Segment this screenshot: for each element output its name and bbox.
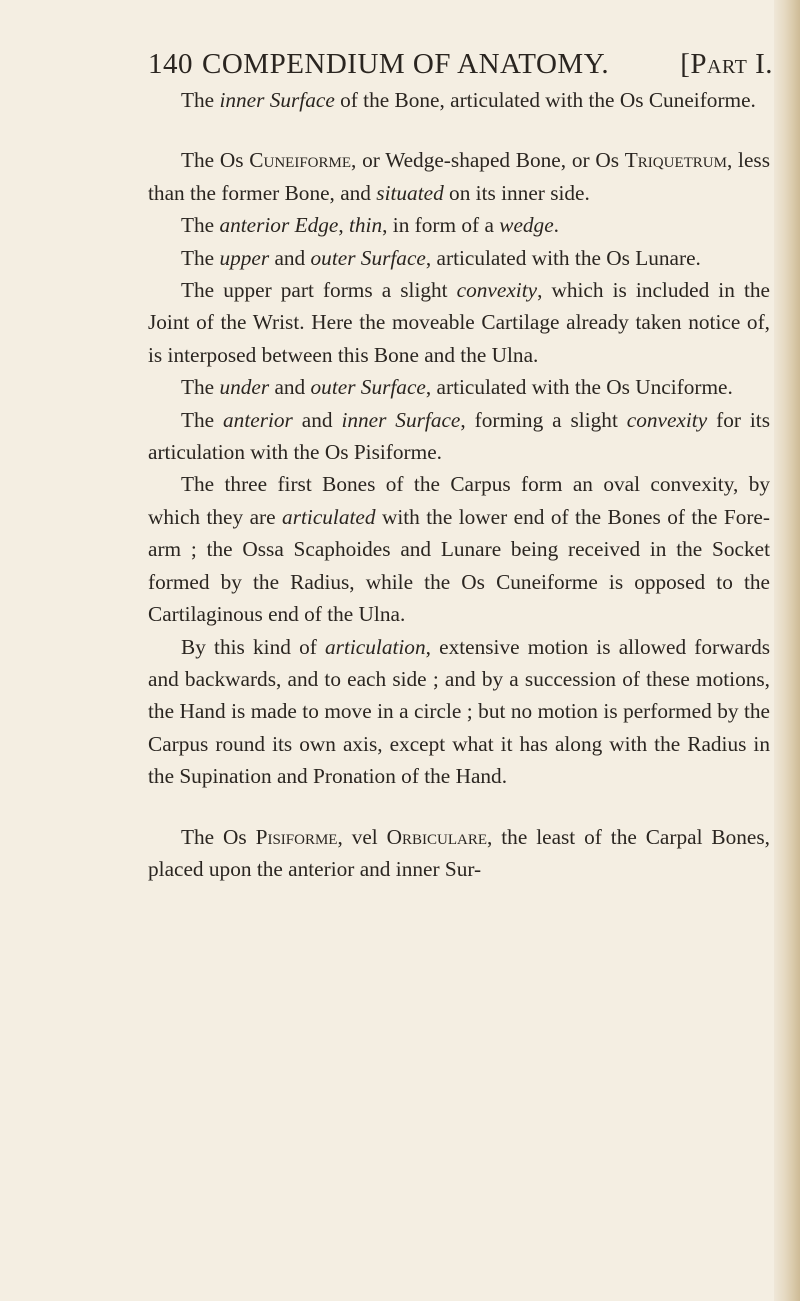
text-run: , which is included in the Joint of the Wrist. Here the moveable Cartilage already taken notice of, is interposed between this Bone and the Ulna. (148, 278, 770, 367)
italic-text: wedge (499, 213, 554, 238)
text-run: . (553, 213, 559, 238)
text-run: , in form of a (382, 213, 500, 238)
text-run: , the least of the Carpal Bones, placed upon the anterior and inner Sur- (148, 824, 770, 881)
paragraph (148, 468, 770, 630)
text-run: , vel (337, 824, 387, 849)
part-label: [Part I. (680, 48, 773, 80)
italic-text: anterior (223, 407, 293, 432)
italic-text: outer Surface (310, 375, 426, 400)
paragraph (148, 84, 770, 116)
running-header (148, 48, 773, 88)
running-title: COMPENDIUM OF ANATOMY. (202, 48, 610, 80)
text-run: and (269, 245, 311, 270)
text-run: The Os (181, 148, 250, 173)
paragraph (148, 631, 770, 793)
text-run: and (292, 407, 342, 432)
text-run: The Os (181, 824, 256, 849)
italic-text: convexity (626, 407, 708, 432)
paragraph (148, 821, 770, 886)
text-run: , forming a slight (460, 407, 627, 432)
text-run: By this kind of (181, 634, 326, 659)
page-edge-shadow (774, 0, 800, 1301)
italic-text: convexity (456, 278, 538, 303)
italic-text: inner Surface (341, 407, 461, 432)
paragraph (148, 209, 770, 241)
italic-text: articulated (282, 504, 376, 529)
text-run: with the lower end of the Bones of the Fore-arm ; the Ossa Scaphoides and Lunare being received in the Socket formed by the Radius, while the Os Cuneiforme is opposed to the Cartilaginous end of the Ulna. (148, 504, 770, 627)
italic-text: under (219, 375, 270, 400)
italic-text: thin (348, 213, 383, 238)
text-run: , (338, 213, 349, 238)
text-run: , articulated with the Os Lunare. (425, 245, 701, 270)
text-run: and (269, 375, 311, 400)
text-run: The upper part forms a slight (181, 278, 457, 303)
italic-text: outer Surface (310, 245, 426, 270)
italic-text: situated (376, 180, 444, 205)
text-run: , extensive motion is allowed forwards and backwards, and to each side ; and by a succession of these motions, the Hand is made to move in a circle ; but no motion is performed by the Carpus round its own axis, except what it has along with the Radius in the Supination and Pronation of the Hand. (148, 634, 771, 789)
text-run: The (181, 245, 220, 270)
text-run: for its articulation with the Os Pisiforme. (148, 407, 770, 465)
text-run: The (181, 88, 220, 112)
paragraph (148, 242, 770, 274)
paragraph (148, 404, 770, 469)
text-run: , or Wedge-shaped Bone, or Os (351, 148, 625, 173)
body-text (148, 84, 770, 885)
small-caps-text: Pisiforme (255, 824, 338, 849)
italic-text: upper (219, 245, 270, 270)
text-run: on its inner side. (443, 180, 590, 205)
text-run: The (181, 213, 220, 238)
small-caps-text: Triquetrum (624, 148, 727, 173)
page-number: 140 (148, 48, 193, 80)
small-caps-text: Cuneiforme (249, 148, 352, 173)
italic-text: anterior Edge (219, 213, 339, 238)
paragraph (148, 371, 770, 403)
paragraph (148, 144, 770, 209)
text-run: The (181, 407, 224, 432)
text-run: , articulated with the Os Unciforme. (425, 375, 733, 400)
text-run: The three first Bones of the Carpus form an oval convexity, by which they are (148, 472, 770, 529)
text-run: , less than the former Bone, and (148, 148, 770, 205)
text-run: The (181, 375, 220, 400)
italic-text: articulation (325, 634, 426, 659)
paragraph (148, 274, 770, 371)
small-caps-text: Orbiculare (386, 824, 488, 849)
text-run: of the Bone, articulated with the Os Cuneiforme. (334, 88, 756, 112)
italic-text: inner Surface (219, 88, 335, 112)
